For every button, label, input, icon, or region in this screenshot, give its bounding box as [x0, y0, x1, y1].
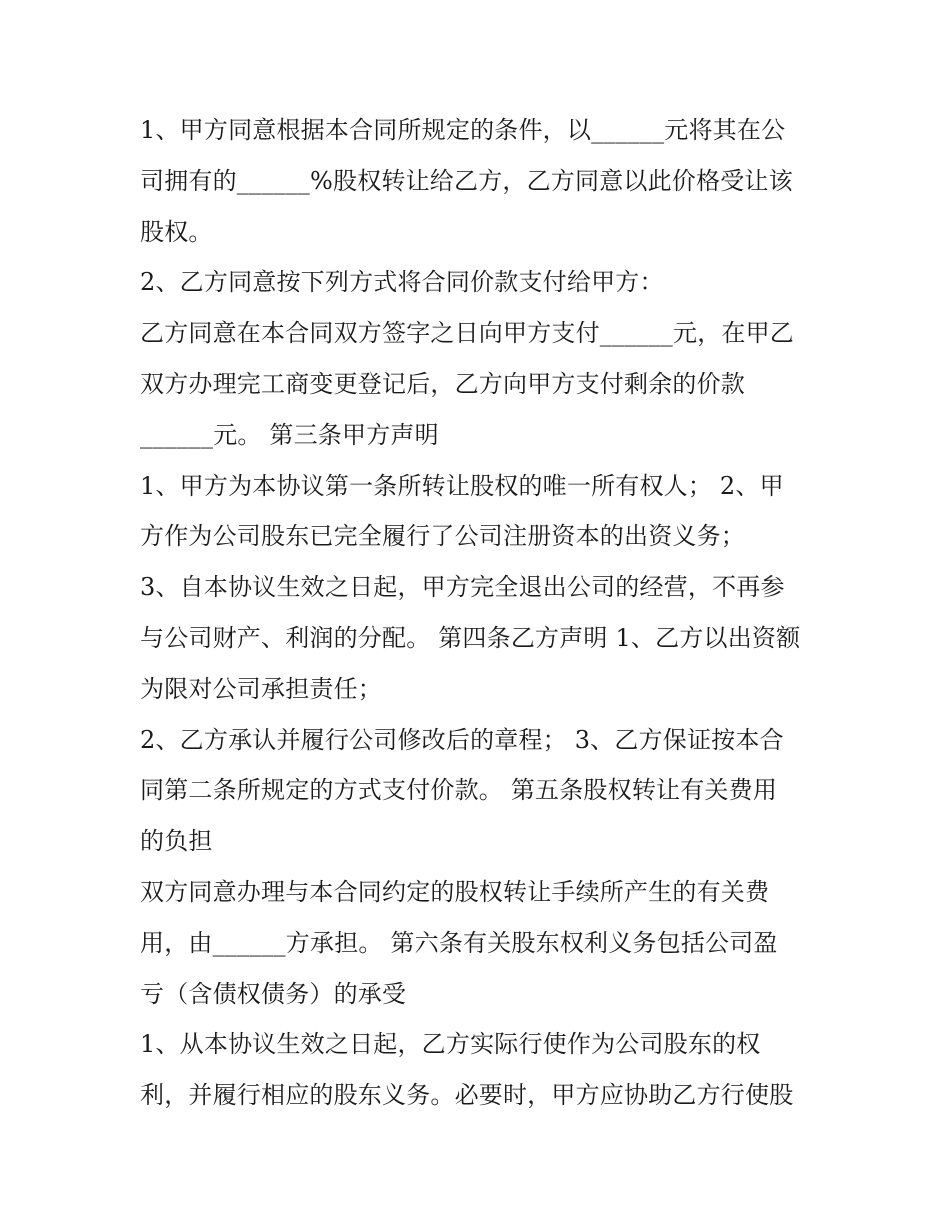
text-line: 双方同意办理与本合同约定的股权转让手续所产生的有关费: [140, 877, 770, 906]
text-line: 3、自本协议生效之日起，甲方完全退出公司的经营，不再参: [140, 573, 785, 602]
text-line: 双方办理完工商变更登记后，乙方向甲方支付剩余的价款: [140, 369, 745, 398]
text-line: 司拥有的______%股权转让给乙方，乙方同意以此价格受让该: [140, 166, 793, 195]
text-line: ______元。 第三条甲方声明: [140, 420, 439, 449]
text-line: 亏（含债权债务）的承受: [140, 979, 407, 1008]
text-line: 股权。: [140, 217, 213, 246]
text-line: 同第二条所规定的方式支付价款。 第五条股权转让有关费用: [140, 776, 778, 805]
document-body: [140, 105, 820, 1121]
text-line: 为限对公司承担责任；: [140, 674, 382, 703]
text-line: 1、从本协议生效之日起，乙方实际行使作为公司股东的权: [140, 1030, 761, 1059]
text-line: 1、甲方同意根据本合同所规定的条件，以______元将其在公: [140, 116, 786, 144]
text-line: 乙方同意在本合同双方签字之日向甲方支付______元，在甲乙: [140, 319, 794, 348]
text-line: 2、乙方同意按下列方式将合同价款支付给甲方：: [140, 268, 664, 297]
text-line: 方作为公司股东已完全履行了公司注册资本的出资义务；: [140, 522, 745, 551]
text-line: 2、乙方承认并履行公司修改后的章程； 3、乙方保证按本合: [140, 725, 784, 754]
text-line: 的负担: [140, 827, 213, 856]
text-line: 1、甲方为本协议第一条所转让股权的唯一所有权人； 2、甲: [140, 471, 784, 500]
text-line: 用，由______方承担。 第六条有关股东权利义务包括公司盈: [140, 928, 778, 957]
text-line: 与公司财产、利润的分配。 第四条乙方声明 1、乙方以出资额: [140, 623, 801, 652]
text-line: 利，并履行相应的股东义务。必要时，甲方应协助乙方行使股: [140, 1081, 794, 1110]
